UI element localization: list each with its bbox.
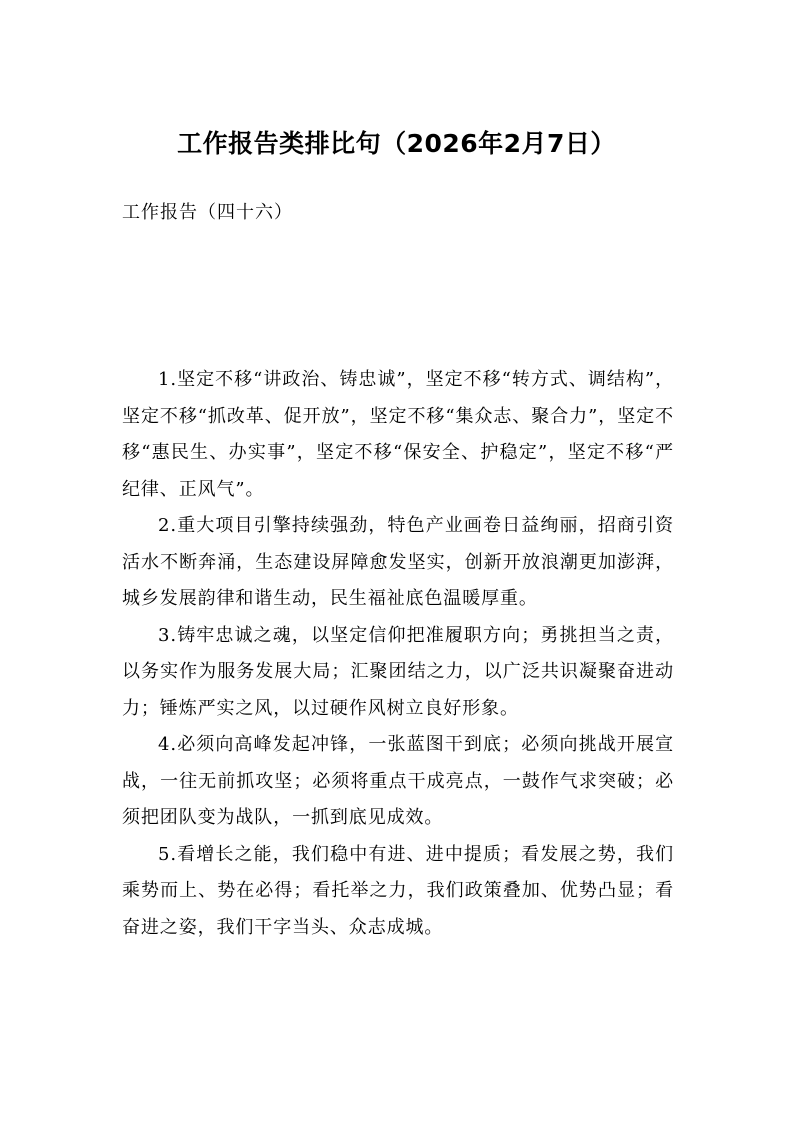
paragraph-3: 3.铸牢忠诚之魂，以坚定信仰把准履职方向；勇挑担当之责，以务实作为服务发展大局；汇聚团结之力，以广泛共识凝聚奋进动力；锤炼严实之风，以过硬作风树立良好形象。 — [122, 624, 674, 719]
paragraph-2: 2.重大项目引擎持续强劲，特色产业画卷日益绚丽，招商引资活水不断奔涌，生态建设屏障愈发坚实，创新开放浪潮更加澎湃，城乡发展韵律和谐生动，民生福祉底色温暖厚重。 — [122, 515, 674, 609]
paragraph-5: 5.看增长之能，我们稳中有进、进中提质；看发展之势，我们乘势而上、势在必得；看托举之力，我们政策叠加、优势凸显；看奋进之姿，我们干字当头、众志成城。 — [122, 843, 674, 938]
paragraph-4: 4.必须向高峰发起冲锋，一张蓝图干到底；必须向挑战开展宣战，一往无前抓攻坚；必须将重点干成亮点，一鼓作气求突破；必须把团队变为战队，一抓到底见成效。 — [122, 734, 674, 828]
document-title: 工作报告类排比句（2026年2月7日） — [177, 129, 616, 158]
document-subtitle: 工作报告（四十六） — [122, 202, 293, 223]
document-body — [122, 362, 674, 946]
paragraph-1: 1.坚定不移“讲政治、铸忠诚”，坚定不移“转方式、调结构”，坚定不移“抓改革、促开放”，坚定不移“集众志、聚合力”，坚定不移“惠民生、办实事”，坚定不移“保安全、护稳定”，坚定不移“严纪律、正风气”。 — [122, 369, 674, 500]
